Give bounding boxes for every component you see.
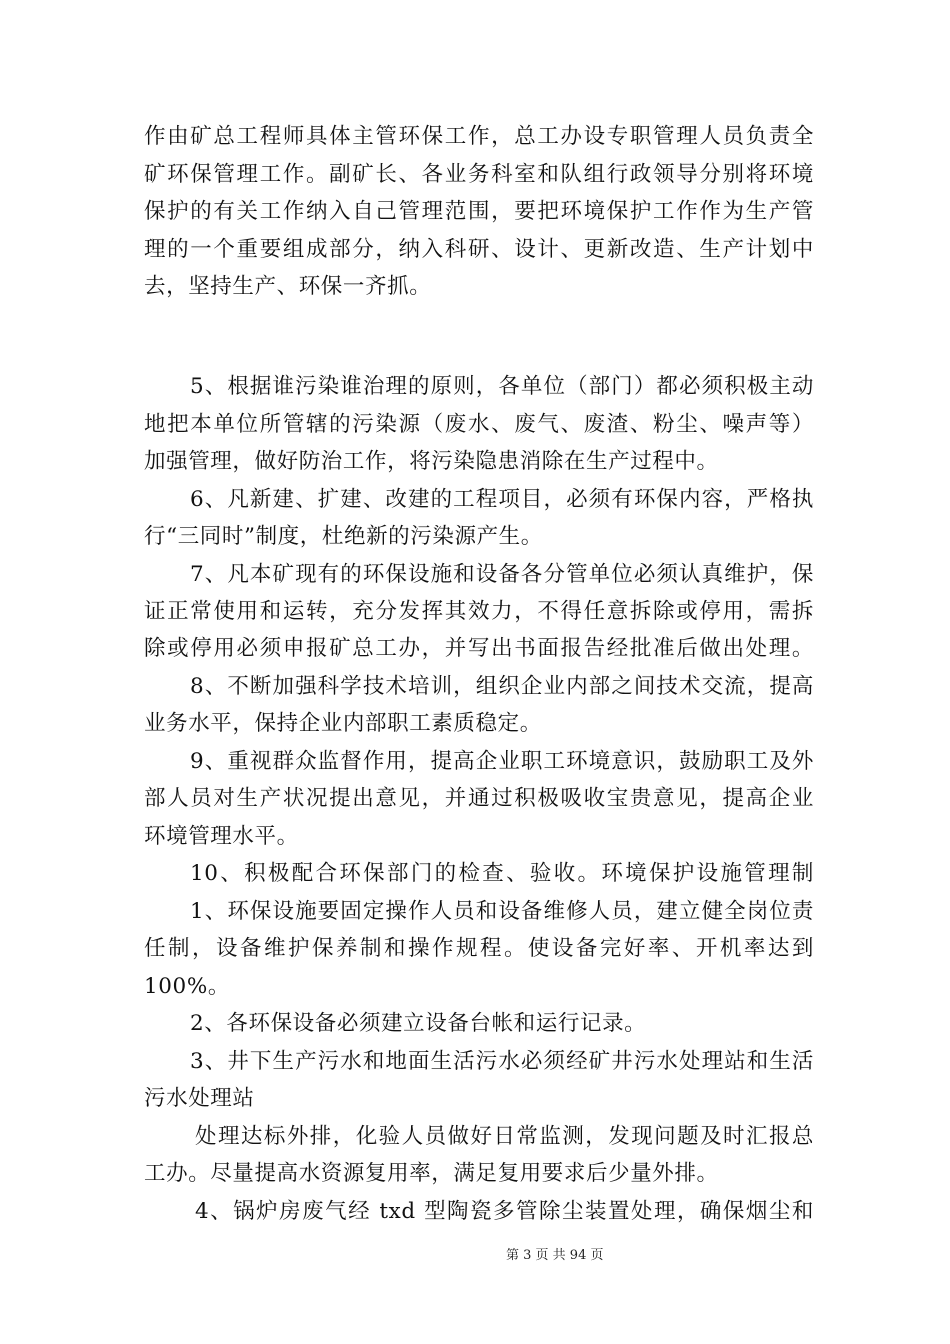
text-line: 2、各环保设备必须建立设备台帐和运行记录。 [190,1011,647,1036]
text-line: 矿环保管理工作。副矿长、各业务科室和队组行政领导分别将环境 [144,162,814,187]
text-line: 加强管理，做好防治工作，将污染隐患消除在生产过程中。 [144,449,719,474]
text-line: 业务水平，保持企业内部职工素质稳定。 [144,711,542,736]
text-line: 证正常使用和运转，充分发挥其效力，不得任意拆除或停用，需拆 [144,599,814,624]
text-line: 任制，设备维护保养制和操作规程。使设备完好率、开机率达到 [144,936,814,961]
text-line: 保护的有关工作纳入自己管理范围，要把环境保护工作作为生产管 [144,199,814,224]
text-line: 工办。尽量提高水资源复用率，满足复用要求后少量外排。 [144,1161,719,1186]
text-line: 环境管理水平。 [144,824,299,849]
text-line: 去，坚持生产、环保一齐抓。 [144,274,432,299]
text-line: 5、根据谁污染谁治理的原则，各单位（部门）都必须积极主动 [190,374,814,399]
text-line: 7、凡本矿现有的环保设施和设备各分管单位必须认真维护，保 [190,562,814,587]
text-line: 6、凡新建、扩建、改建的工程项目，必须有环保内容，严格执 [190,487,814,512]
page-number-footer: 第 3 页 共 94 页 [506,1248,604,1263]
text-line: 除或停用必须申报矿总工办，并写出书面报告经批准后做出处理。 [144,636,814,661]
text-line: 部人员对生产状况提出意见，并通过积极吸收宝贵意见，提高企业 [144,786,814,811]
text-line: 9、重视群众监督作用，提高企业职工环境意识，鼓励职工及外 [190,749,814,774]
text-line: 4、锅炉房废气经 txd 型陶瓷多管除尘装置处理，确保烟尘和 [195,1199,814,1224]
text-line: 处理达标外排，化验人员做好日常监测，发现问题及时汇报总 [195,1124,814,1149]
text-line: 污水处理站 [144,1086,255,1111]
text-line: 100%。 [144,974,230,999]
text-line: 10、积极配合环保部门的检查、验收。环境保护设施管理制 [190,861,814,886]
text-line: 8、不断加强科学技术培训，组织企业内部之间技术交流，提高 [190,674,814,699]
text-line: 行“三同时”制度，杜绝新的污染源产生。 [144,524,543,549]
text-line: 作由矿总工程师具体主管环保工作，总工办设专职管理人员负责全 [144,124,814,149]
text-line: 1、环保设施要固定操作人员和设备维修人员，建立健全岗位责 [190,899,814,924]
text-line: 理的一个重要组成部分，纳入科研、设计、更新改造、生产计划中 [144,237,814,262]
text-line: 地把本单位所管辖的污染源（废水、废气、废渣、粉尘、噪声等） [144,412,814,437]
text-line: 3、井下生产污水和地面生活污水必须经矿井污水处理站和生活 [190,1049,814,1074]
